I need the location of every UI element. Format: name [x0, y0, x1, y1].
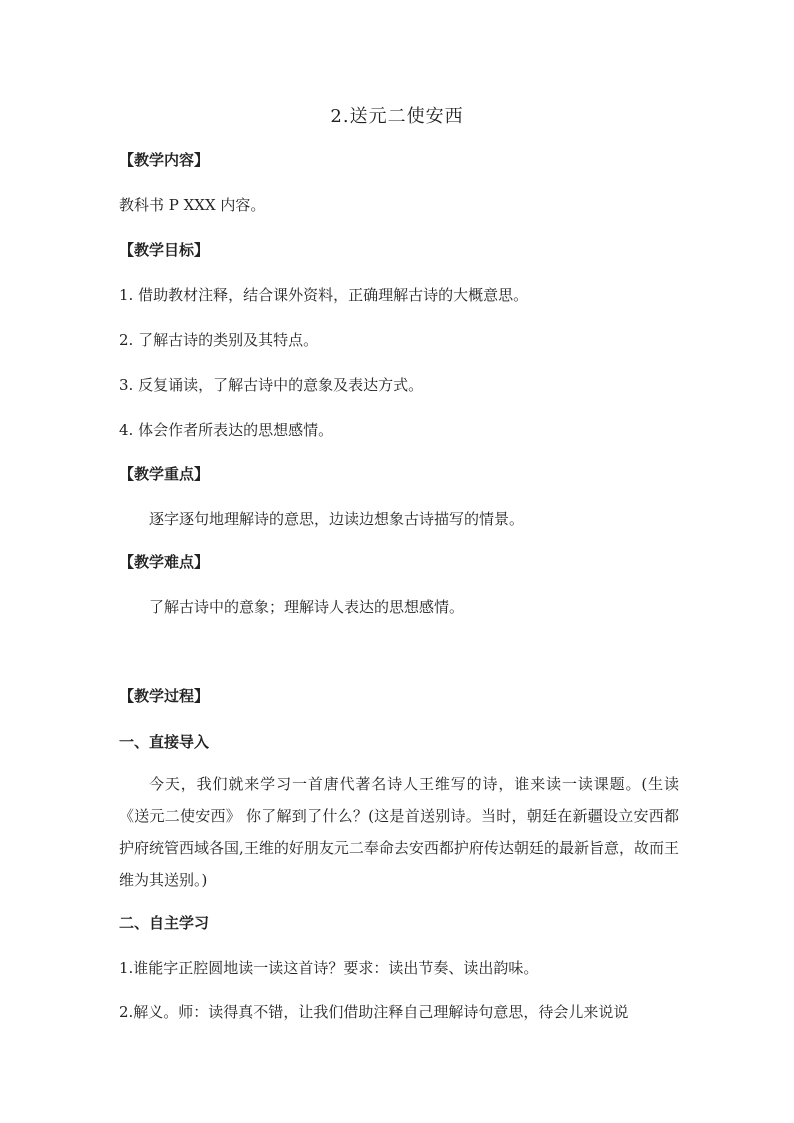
step2-heading: 二、自主学习 — [119, 914, 210, 932]
goal-item-4: 4. 体会作者所表达的思想感情。 — [119, 421, 334, 439]
teaching-difficulty-heading: 【教学难点】 — [119, 553, 210, 571]
step2-item-1: 1.谁能字正腔圆地读一读这首诗？要求：读出节奏、读出韵味。 — [119, 959, 539, 977]
goal-item-2: 2. 了解古诗的类别及其特点。 — [119, 331, 319, 349]
teaching-process-heading: 【教学过程】 — [119, 687, 210, 705]
step1-paragraph: 今天，我们就来学习一首唐代著名诗人王维写的诗，谁来读一读课题。(生读《送元二使安西》 你了解到了什么？(这是首送别诗。当时，朝廷在新疆设立安西都护府统管西域各国,王维的好朋友元二奉命去安西都护府传达朝廷的最新旨意，故而王维为其送别。) — [119, 775, 679, 889]
teaching-goals-heading: 【教学目标】 — [119, 241, 210, 259]
teaching-content-heading: 【教学内容】 — [119, 151, 210, 169]
teaching-key-heading: 【教学重点】 — [119, 465, 210, 483]
goal-item-3: 3. 反复诵读，了解古诗中的意象及表达方式。 — [119, 376, 424, 394]
teaching-key-text: 逐字逐句地理解诗的意思，边读边想象古诗描写的情景。 — [149, 510, 525, 528]
teaching-difficulty-text: 了解古诗中的意象；理解诗人表达的思想感情。 — [149, 598, 465, 616]
step2-item-2: 2.解义。师：读得真不错，让我们借助注释自己理解诗句意思，待会儿来说说 — [119, 1003, 629, 1021]
teaching-content-text: 教科书 P XXX 内容。 — [119, 196, 266, 214]
step1-heading: 一、直接导入 — [119, 733, 210, 751]
document-title: 2.送元二使安西 — [330, 106, 464, 127]
goal-item-1: 1. 借助教材注释，结合课外资料，正确理解古诗的大概意思。 — [119, 286, 529, 304]
